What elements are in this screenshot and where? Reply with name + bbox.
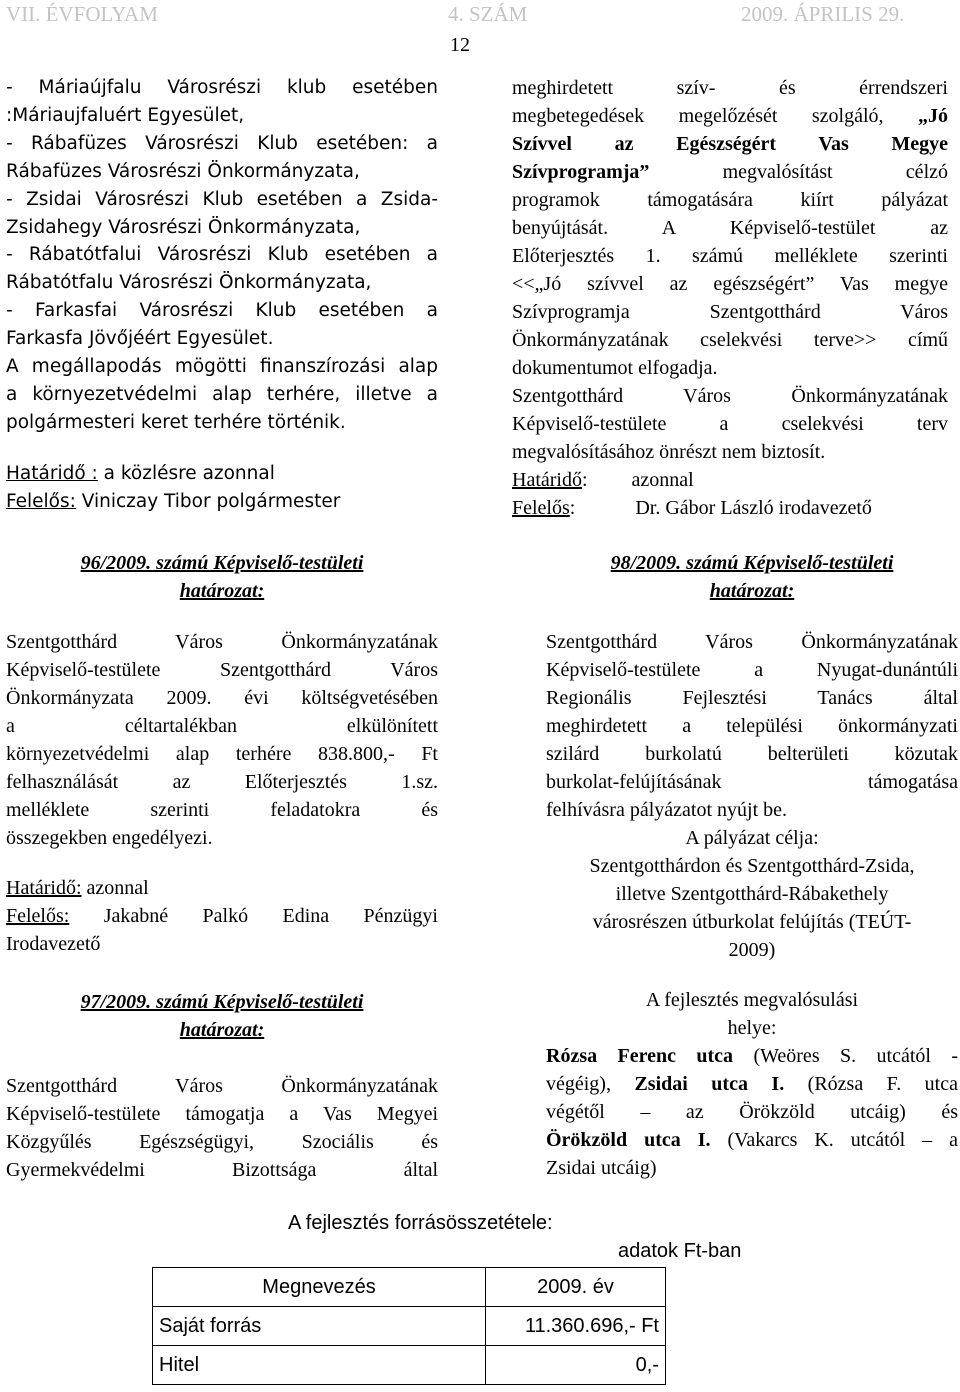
location-title: A fejlesztés megvalósulási [645,989,859,1011]
list-item: - Farkasfai Városrészi Klub esetében a [6,300,438,322]
responsible-value-cont: Irodavezető [6,933,101,955]
resolution-96-body [6,628,438,958]
resolution-97-body [6,1072,438,1184]
resolution-text: Önkormányzata 2009. évi költségvetésében [6,687,438,709]
resolution-97-continued: meghirdetett szív- és érrendszeri megbetegedések megelőzését szolgáló, „Jó Szívvel az Egészségért Vas Megye Szívprogramja” megvalósítást célzó programok támogatására kiírt pályázat benyújtását. A Képviselő-testület az Előterjesztés 1. számú melléklete szerinti <<„Jó szívvel az egészségért” Vas megye Szívprogramja Szentgotthárd Város Önkormányzatának cselekvési terve>> című dokumentumot elfogadja. Szentgotthárd Város Önkormányzatának Képviselő-testülete a cselekvési terv megvalósításához önrészt nem biztosít. Határidő: azonnal Felelős: Dr. Gábor László irodavezető [512,74,948,522]
resolution-text: Regionális Fejlesztési Tanács által [546,687,958,709]
club-list [6,74,438,516]
responsible-value: Jakabné Palkó Edina Pénzügyi [69,905,438,927]
location-line: Rózsa Ferenc utca (Weöres S. utcától - [546,1045,959,1067]
resolution-98-title: 98/2009. számú Képviselő-testületi határozat: [610,552,894,602]
responsible-line: Felelős: Dr. Gábor László irodavezető [512,497,872,519]
deadline-label: Határidő : [6,462,98,484]
list-item: Zsidahegy Városrészi Önkormányzata, [6,216,361,238]
row-name: Saját forrás [153,1307,486,1346]
location-line: végétől – az Örökzöld utcáig) és [546,1101,958,1123]
location-line: Örökzöld utca I. (Vakarcs K. utcától – a [546,1129,958,1151]
resolution-text: felhívásra pályázatot nyújt be. [546,799,788,821]
header-issue: 4. SZÁM [448,2,528,26]
location-line: Zsidai utcáig) [546,1157,657,1179]
deadline-line: Határidő: azonnal [512,469,694,491]
street-name: Örökzöld utca I. [546,1129,711,1151]
row-value: 0,- [486,1346,666,1385]
row-name: Hitel [153,1346,486,1385]
deadline-label: Határidő [512,469,582,491]
location-title: helye: [727,1017,777,1039]
list-item: - Rábatótfalui Városrészi Klub esetében a [6,244,438,266]
purpose-title: A pályázat célja: [685,827,819,849]
responsible-line [6,902,438,930]
responsible-value: Dr. Gábor László irodavezető [635,497,872,519]
resolution-text: összegekben engedélyezi. [6,827,213,849]
resolution-text: Gyermekvédelmi Bizottsága által [6,1159,438,1181]
column-header-name: Megnevezés [153,1268,486,1307]
list-item: :Máriaujfaluért Egyesület, [6,104,245,126]
resolution-text: szilárd burkolatú belterületi közutak [546,743,958,765]
deadline-value: azonnal [81,877,149,899]
page-number: 12 [450,34,470,56]
resolution-text: Szentgotthárd Város Önkormányzatának [6,631,438,653]
purpose-text: 2009) [728,939,776,961]
resolution-text: a céltartalékban elkülönített [6,715,438,737]
deadline-label: Határidő: [6,877,82,899]
list-item: - Rábafüzes Városrészi Klub esetében: a [6,132,438,154]
table-unit: adatok Ft-ban [618,1240,742,1262]
table-row [153,1307,666,1346]
list-item: Rábafüzes Városrészi Önkormányzata, [6,160,360,182]
resolution-text: Közgyűlés Egészségügyi, Szociális és [6,1131,438,1153]
resolution-text: melléklete szerinti feladatokra és [6,799,438,821]
street-name: Zsidai utca I. [634,1073,785,1095]
header-volume: VII. ÉVFOLYAM [6,2,158,26]
resolution-text: burkolat-felújításának támogatása [546,771,958,793]
purpose-text: illetve Szentgotthárd-Rábakethely [615,883,889,905]
deadline-value: azonnal [631,469,694,491]
list-item: - Máriaújfalu Városrészi klub esetében [6,77,438,98]
list-item: Farkasfa Jövőjéért Egyesület. [6,328,274,350]
table-caption: A fejlesztés forrásösszetétele: [288,1212,553,1234]
resolution-97-title: 97/2009. számú Képviselő-testületi határozat: [80,991,364,1041]
deadline-value: a közlésre azonnal [97,462,275,484]
location-line: végéig), Zsidai utca I. (Rózsa F. utca [546,1073,958,1095]
resolution-text: Képviselő-testülete támogatja a Vas Megyei [6,1103,438,1125]
resolution-98-body [546,628,958,964]
responsible-label: Felelős: [6,490,76,512]
resolution-text: Képviselő-testülete Szentgotthárd Város [6,659,438,681]
header-date: 2009. ÁPRILIS 29. [741,2,905,26]
table-row [153,1346,666,1385]
column-header-year: 2009. év [486,1268,666,1307]
resolution-text: meghirdetett a települési önkormányzati [546,715,958,737]
funding-text: A megállapodás mögötti finanszírozási alap [6,356,438,378]
street-name: Rózsa Ferenc utca [546,1045,734,1067]
purpose-text: Szentgotthárdon és Szentgotthárd-Zsida, [589,855,915,877]
deadline-line [6,460,438,488]
resolution-text: környezetvédelmi alap terhére 838.800,- Ft [6,743,438,765]
location-section [546,986,958,1182]
responsible-value: Viniczay Tibor polgármester [75,490,341,512]
list-item: - Zsidai Városrészi Klub esetében a Zsida- [6,188,438,210]
resolution-text: felhasználását az Előterjesztés 1.sz. [6,771,438,793]
resolution-96-title: 96/2009. számú Képviselő-testületi határozat: [80,552,364,602]
deadline-line [6,874,438,902]
responsible-line [6,488,438,516]
resolution-text: Szentgotthárd Város Önkormányzatának [546,631,958,653]
funding-table [152,1267,666,1385]
row-value: 11.360.696,- Ft [486,1307,666,1346]
resolution-text: Képviselő-testülete a Nyugat-dunántúli [546,659,958,681]
list-item: Rábatótfalu Városrészi Önkormányzata, [6,272,372,294]
responsible-label: Felelős [512,497,570,519]
resolution-text: Szentgotthárd Város Önkormányzatának [6,1075,438,1097]
purpose-text: városrészen útburkolat felújítás (TEÚT- [592,911,912,933]
funding-text: a környezetvédelmi alap terhére, illetve a [6,383,438,405]
funding-text: polgármesteri keret terhére történik. [6,411,346,433]
table-header-row [153,1268,666,1307]
responsible-label: Felelős: [6,905,70,927]
